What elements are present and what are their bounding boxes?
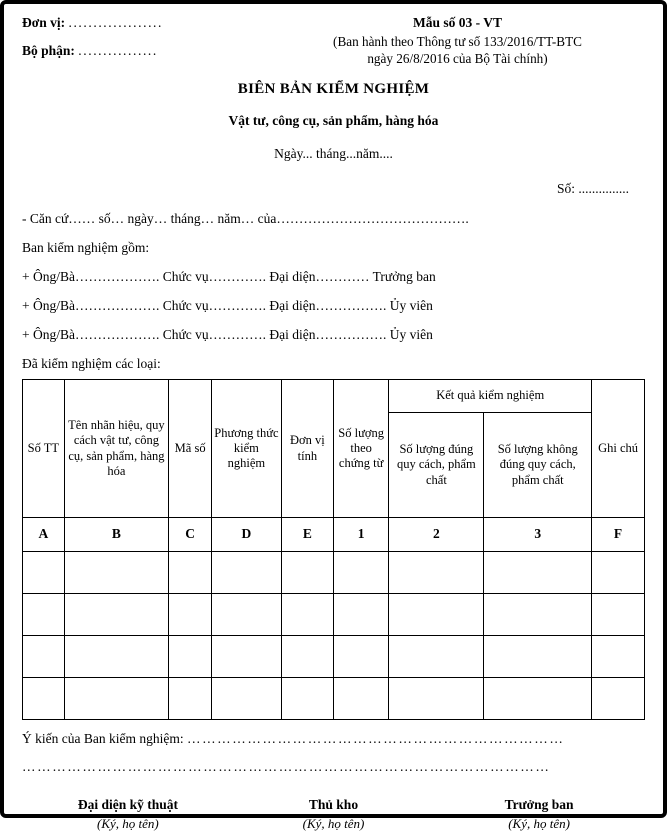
col-header-qty-doc: Số lượng theo chứng từ (333, 380, 388, 518)
letter-e: E (281, 518, 333, 552)
cell-name[interactable] (64, 636, 169, 678)
table-head (23, 380, 645, 518)
unit-row (22, 16, 274, 30)
col-header-qty-ok: Số lượng đúng quy cách, phẩm chất (389, 413, 484, 518)
header-left-block (22, 14, 274, 71)
cell-qty-ok[interactable] (389, 678, 484, 720)
cell-method[interactable] (212, 678, 282, 720)
cell-unit[interactable] (281, 594, 333, 636)
cell-name[interactable] (64, 678, 169, 720)
col-header-note: Ghi chú (592, 380, 645, 518)
cell-code[interactable] (169, 678, 212, 720)
letter-c: C (169, 518, 212, 552)
cell-name[interactable] (64, 552, 169, 594)
cell-stt[interactable] (23, 552, 65, 594)
table-body (23, 518, 645, 720)
table-row[interactable] (23, 678, 645, 720)
document-number-line: Số: ............... (556, 181, 629, 196)
signature-note: (Ký, họ tên) (302, 816, 365, 831)
cell-code[interactable] (169, 636, 212, 678)
opinion-line-1 (22, 731, 645, 747)
table-letter-row (23, 518, 645, 552)
signature-role: Trưởng ban (504, 797, 574, 812)
cell-method[interactable] (212, 552, 282, 594)
table-row[interactable] (23, 636, 645, 678)
cell-note[interactable] (592, 594, 645, 636)
signature-head-of-board (433, 797, 645, 832)
opinion-dots-1: ………………………………………………………………… (186, 731, 565, 746)
department-row (22, 44, 274, 58)
cell-qty-ok[interactable] (389, 552, 484, 594)
inspection-table (22, 379, 645, 720)
cell-note[interactable] (592, 636, 645, 678)
signature-block (22, 797, 645, 832)
body-text-block (22, 211, 645, 343)
cell-qty-ok[interactable] (389, 636, 484, 678)
table-row[interactable] (23, 594, 645, 636)
department-dots: ................ (78, 42, 158, 58)
member-line-2: + Ông/Bà………………. Chức vụ…………. Đại diện……………. Ủy viên (22, 298, 433, 313)
cell-qty-doc[interactable] (333, 636, 388, 678)
basis-line: - Căn cứ…… số… ngày… tháng… năm… của……………………………………. (22, 211, 469, 226)
cell-unit[interactable] (281, 636, 333, 678)
table-intro: Đã kiểm nghiệm các loại: (22, 356, 161, 371)
member-line-3: + Ông/Bà………………. Chức vụ…………. Đại diện……………. Ủy viên (22, 327, 433, 342)
table-header-row-1 (23, 380, 645, 413)
letter-3: 3 (484, 518, 592, 552)
form-code: Mẫu số 03 - VT (412, 15, 502, 30)
cell-name[interactable] (64, 594, 169, 636)
cell-code[interactable] (169, 594, 212, 636)
cell-unit[interactable] (281, 552, 333, 594)
letter-1: 1 (333, 518, 388, 552)
cell-qty-doc[interactable] (333, 594, 388, 636)
cell-method[interactable] (212, 636, 282, 678)
col-header-code: Mã số (169, 380, 212, 518)
col-header-method: Phương thức kiểm nghiệm (212, 380, 282, 518)
cell-qty-ok[interactable] (389, 594, 484, 636)
cell-qty-doc[interactable] (333, 678, 388, 720)
date-line: Ngày... tháng...năm.... (274, 146, 393, 161)
cell-qty-bad[interactable] (484, 552, 592, 594)
signature-role: Đại diện kỹ thuật (77, 797, 178, 812)
col-header-name: Tên nhãn hiệu, quy cách vật tư, công cụ, sản phẩm, hàng hóa (64, 380, 169, 518)
letter-f: F (592, 518, 645, 552)
cell-unit[interactable] (281, 678, 333, 720)
table-row[interactable] (23, 552, 645, 594)
page-subtitle: Vật tư, công cụ, sản phẩm, hàng hóa (228, 113, 439, 128)
committee-intro: Ban kiểm nghiệm gồm: (22, 240, 150, 255)
col-header-stt: Số TT (23, 380, 65, 518)
letter-d: D (212, 518, 282, 552)
cell-stt[interactable] (23, 636, 65, 678)
title-block (22, 81, 645, 162)
signature-note: (Ký, họ tên) (508, 816, 570, 831)
signature-note: (Ký, họ tên) (97, 816, 159, 831)
cell-qty-bad[interactable] (484, 594, 592, 636)
signature-technical-rep (22, 797, 234, 832)
cell-qty-bad[interactable] (484, 636, 592, 678)
header-right-block (274, 14, 645, 67)
col-header-result-group: Kết quả kiểm nghiệm (389, 380, 592, 413)
cell-note[interactable] (592, 678, 645, 720)
cell-note[interactable] (592, 552, 645, 594)
cell-method[interactable] (212, 594, 282, 636)
department-label: Bộ phận: (22, 42, 75, 58)
opinion-label: Ý kiến của Ban kiểm nghiệm: (22, 731, 184, 746)
document-header (22, 14, 645, 71)
decree-line-2: ngày 26/8/2016 của Bộ Tài chính) (367, 50, 548, 66)
cell-stt[interactable] (23, 678, 65, 720)
opinion-line-2: …………………………………………………………………………………………… (22, 759, 551, 774)
member-line-1: + Ông/Bà………………. Chức vụ…………. Đại diện………… Trưởng ban (22, 269, 436, 284)
cell-stt[interactable] (23, 594, 65, 636)
cell-qty-bad[interactable] (484, 678, 592, 720)
cell-qty-doc[interactable] (333, 552, 388, 594)
col-header-qty-bad: Số lượng không đúng quy cách, phẩm chất (484, 413, 592, 518)
page-title: BIÊN BẢN KIỂM NGHIỆM (237, 81, 430, 97)
col-header-unit: Đơn vị tính (281, 380, 333, 518)
decree-line-1: (Ban hành theo Thông tư số 133/2016/TT-BTC (333, 33, 582, 49)
cell-code[interactable] (169, 552, 212, 594)
letter-b: B (64, 518, 169, 552)
signature-storekeeper (234, 797, 433, 832)
signature-role: Thủ kho (308, 797, 359, 812)
document-body (4, 4, 663, 831)
letter-a: A (23, 518, 65, 552)
unit-label: Đơn vị: (22, 15, 66, 30)
letter-2: 2 (389, 518, 484, 552)
unit-dots: ................... (68, 15, 164, 30)
